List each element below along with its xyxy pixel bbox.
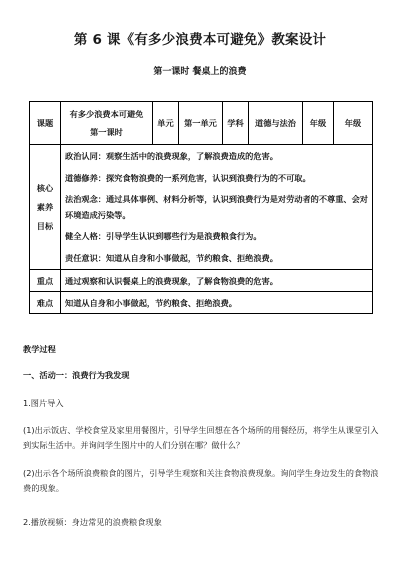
key-point-text: 通过观察和认识餐桌上的浪费现象，了解食物浪费的危害。: [61, 270, 373, 292]
key-point-label: 重点: [30, 270, 61, 292]
goals-label-line2: 素养: [36, 201, 54, 212]
process-heading: 教学过程: [23, 344, 56, 354]
table-row-key-point: [30, 270, 373, 292]
subject-label: 学科: [223, 102, 249, 145]
goal-item: 道德修养：探究食物浪费的一系列危害，认识到浪费行为的不可取。: [65, 173, 311, 183]
goals-label: [30, 145, 61, 270]
paragraph-2: (2)出示各个场所浪费粮食的图片，引导学生观察和关注食物浪费现象。询问学生身边发生的食物浪费的现象。: [23, 468, 379, 493]
table-row-difficulty: [30, 292, 373, 314]
paragraph-1: (1)出示饭店、学校食堂及家里用餐图片，引导学生回想在各个场所的用餐经历，将学生从课堂引入到实际生活中。并询问学生图片中的人们分别在哪？做什么？: [23, 425, 379, 450]
subject-value: 道德与法治: [249, 102, 303, 145]
goal-item: 责任意识：知道从自身和小事做起，节约粮食、拒绝浪费。: [65, 253, 278, 263]
difficulty-label: 难点: [30, 292, 61, 314]
goals-label-line3: 目标: [36, 220, 54, 231]
unit-label: 单元: [153, 102, 179, 145]
lesson-plan-table: [29, 101, 373, 314]
grade-value: 年级: [334, 102, 373, 145]
difficulty-text: 知道从自身和小事做起，节约粮食、拒绝浪费。: [61, 292, 373, 314]
goal-item: 健全人格：引导学生认识到哪些行为是浪费粮食行为。: [65, 231, 262, 241]
goal-item: 法治观念：通过具体事例、材料分析等，认识到浪费行为是对劳动者的不尊重、会对环境造成污染等。: [65, 194, 368, 220]
unit-value: 第一单元: [179, 102, 223, 145]
goal-item: 政治认同：观察生活中的浪费现象，了解浪费造成的危害。: [65, 151, 278, 161]
document-title: 第 6 课《有多少浪费本可避免》教案设计: [73, 32, 327, 48]
goals-content: [61, 145, 373, 270]
grade-label: 年级: [303, 102, 334, 145]
step-1-heading: 1.图片导入: [23, 398, 64, 408]
activity-heading: 一、活动一：浪费行为我发现: [23, 370, 130, 380]
topic-value: [61, 102, 153, 145]
step-2-heading: 2.播放视频：身边常见的浪费粮食现象: [23, 517, 162, 527]
topic-label: 课题: [30, 102, 61, 145]
table-row-goals: [30, 145, 373, 270]
topic-value-line1: 有多少浪费本可避免: [69, 109, 144, 119]
document-subtitle: 第一课时 餐桌上的浪费: [153, 67, 247, 77]
table-row-topic: [30, 102, 373, 145]
topic-value-line2: 第一课时: [90, 127, 123, 137]
goals-label-line1: 核心: [36, 182, 54, 193]
